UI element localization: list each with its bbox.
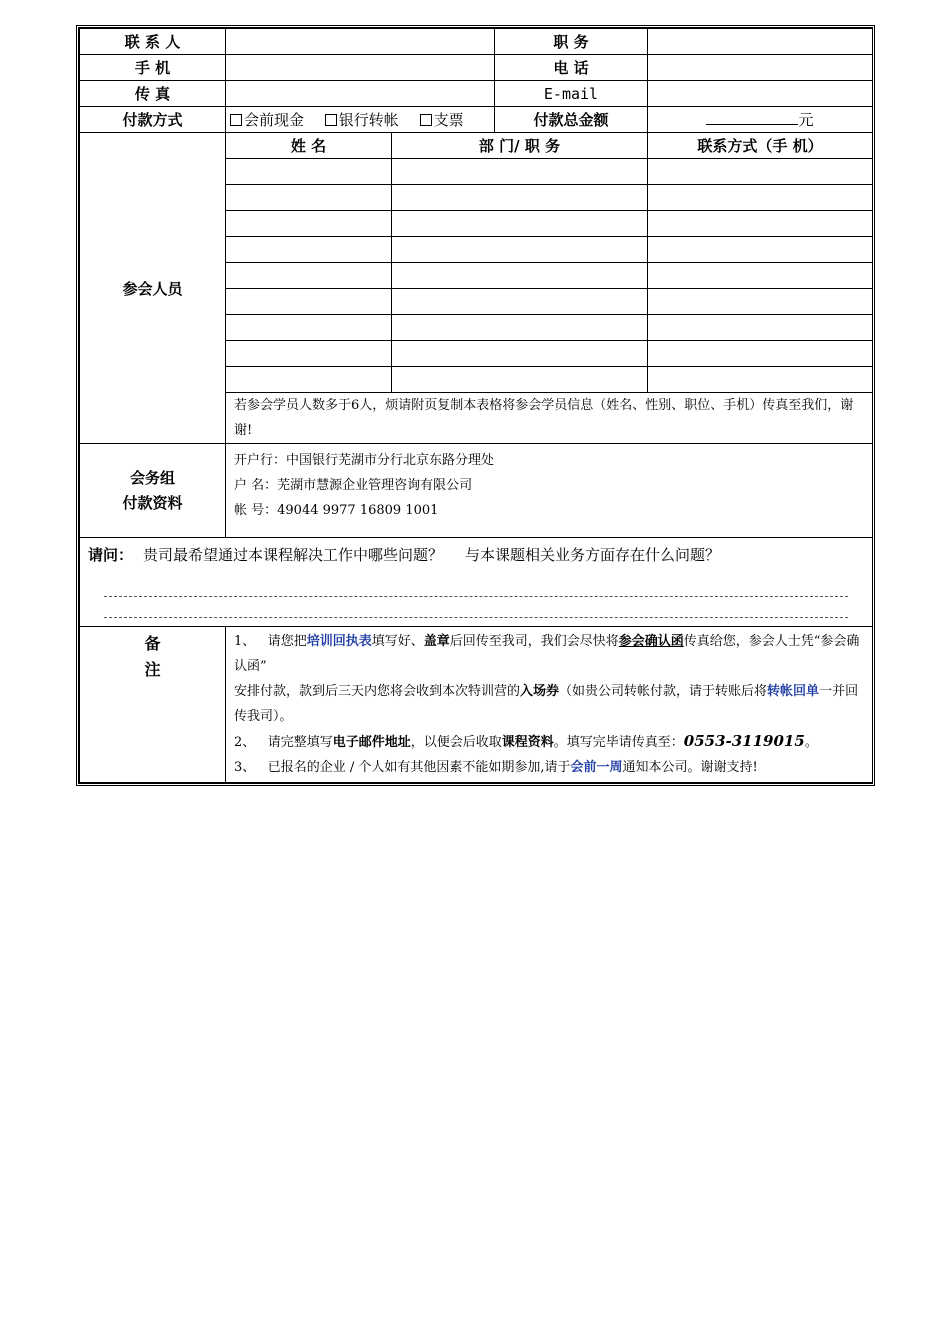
attendee-phone-field[interactable] (648, 185, 873, 211)
attendee-phone-field[interactable] (648, 289, 873, 315)
email-label: E-mail (495, 81, 648, 107)
form-table (79, 28, 873, 783)
payment-method-label: 付款方式 (80, 107, 226, 133)
col-header-contact: 联系方式（手 机） (648, 133, 873, 159)
answer-line-1[interactable] (104, 576, 848, 597)
attendees-label: 参会人员 (80, 133, 226, 444)
phone-label: 电 话 (495, 55, 648, 81)
account-name: 户 名：芜湖市慧源企业管理咨询有限公司 (234, 478, 473, 493)
remark-item-1: 1、 请您把培训回执表填写好、盖章后回传至我司，我们会尽快将参会确认函传真给您，参会人士凭“参会确认函” (234, 634, 860, 674)
question-label: 请问： (88, 546, 134, 564)
answer-line-2[interactable] (104, 597, 848, 618)
mobile-label: 手 机 (80, 55, 226, 81)
total-amount-field[interactable] (648, 107, 873, 133)
fax-field[interactable] (226, 81, 495, 107)
attendee-phone-field[interactable] (648, 263, 873, 289)
col-header-name: 姓 名 (226, 133, 392, 159)
question-1: 贵司最希望通过本课程解决工作中哪些问题？ (143, 546, 444, 564)
total-amount-label: 付款总金额 (495, 107, 648, 133)
bank-name: 开户行：中国银行芜湖市分行北京东路分理处 (234, 453, 495, 468)
option-bank-transfer[interactable]: 银行转帐 (325, 111, 399, 129)
checkbox-icon[interactable] (325, 114, 337, 126)
payment-options (226, 107, 495, 133)
checkbox-icon[interactable] (230, 114, 242, 126)
attendee-phone-field[interactable] (648, 367, 873, 393)
remarks-content (226, 627, 873, 783)
attendee-phone-field[interactable] (648, 341, 873, 367)
attendee-dept-field[interactable] (392, 341, 648, 367)
option-cash[interactable]: 会前现金 (230, 111, 304, 129)
attendee-dept-field[interactable] (392, 211, 648, 237)
attendee-name-field[interactable] (226, 315, 392, 341)
position-label: 职 务 (495, 29, 648, 55)
checkbox-icon[interactable] (420, 114, 432, 126)
attendee-name-field[interactable] (226, 367, 392, 393)
attendee-dept-field[interactable] (392, 159, 648, 185)
contact-person-label: 联 系 人 (80, 29, 226, 55)
attendee-phone-field[interactable] (648, 237, 873, 263)
email-field[interactable] (648, 81, 873, 107)
attendee-dept-field[interactable] (392, 263, 648, 289)
account-number: 帐 号：49044 9977 16809 1001 (234, 503, 439, 518)
col-header-dept: 部 门/ 职 务 (392, 133, 648, 159)
fax-label: 传 真 (80, 81, 226, 107)
option-cheque[interactable]: 支票 (420, 111, 464, 129)
currency-unit: 元 (798, 111, 814, 129)
position-field[interactable] (648, 29, 873, 55)
attendee-dept-field[interactable] (392, 315, 648, 341)
attendee-dept-field[interactable] (392, 185, 648, 211)
attendees-note: 若参会学员人数多于6人，烦请附页复制本表格将参会学员信息（姓名、性别、职位、手机）传真至我们，谢谢! (226, 393, 873, 444)
mobile-field[interactable] (226, 55, 495, 81)
attendee-phone-field[interactable] (648, 159, 873, 185)
payment-info-label: 会务组 付款资料 (80, 444, 226, 538)
registration-form (76, 25, 875, 786)
attendee-dept-field[interactable] (392, 367, 648, 393)
question-2: 与本课题相关业务方面存在什么问题？ (465, 546, 721, 564)
question-line (88, 544, 864, 568)
amount-blank[interactable] (706, 110, 798, 125)
attendee-name-field[interactable] (226, 185, 392, 211)
remark-item-3: 3、 已报名的企业 / 个人如有其他因素不能如期参加,请于会前一周通知本公司。谢谢支持! (234, 760, 758, 775)
remarks-label: 备 注 (80, 627, 226, 783)
fax-number: 0553-3119015 (683, 732, 805, 750)
attendee-dept-field[interactable] (392, 289, 648, 315)
remark-item-2: 2、 请完整填写电子邮件地址，以便会后收取课程资料。填写完毕请传真至：0553-3119015。 (234, 732, 818, 750)
attendee-phone-field[interactable] (648, 211, 873, 237)
attendee-name-field[interactable] (226, 263, 392, 289)
question-section (80, 538, 873, 627)
attendee-name-field[interactable] (226, 159, 392, 185)
attendee-name-field[interactable] (226, 237, 392, 263)
contact-person-field[interactable] (226, 29, 495, 55)
payment-info-details (226, 444, 873, 538)
attendee-dept-field[interactable] (392, 237, 648, 263)
attendee-name-field[interactable] (226, 211, 392, 237)
remark-item-1-cont: 安排付款，款到后三天内您将会收到本次特训营的入场券（如贵公司转帐付款，请于转账后将转帐回单一并回传我司）。 (234, 684, 859, 724)
attendee-phone-field[interactable] (648, 315, 873, 341)
attendee-name-field[interactable] (226, 341, 392, 367)
phone-field[interactable] (648, 55, 873, 81)
attendee-name-field[interactable] (226, 289, 392, 315)
